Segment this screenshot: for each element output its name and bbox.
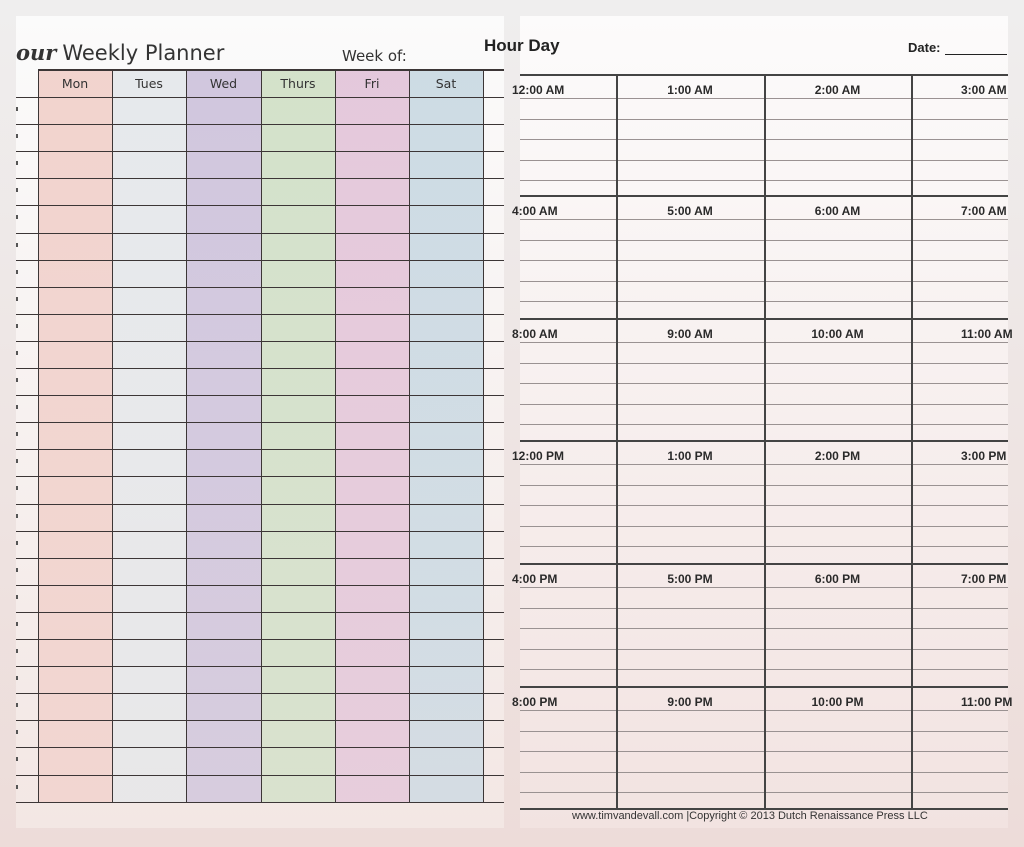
day-header-thurs: Thurs (280, 75, 316, 91)
hour-day-title-text: Hour Day (484, 36, 560, 55)
time-column-mark (16, 785, 18, 789)
grid-row-line (16, 178, 504, 179)
grid-row-line (16, 260, 504, 261)
grid-column-line (186, 69, 187, 802)
hour-label: 9:00 AM (667, 327, 713, 341)
grid-column-line (335, 69, 336, 802)
time-column-mark (16, 161, 18, 165)
grid-column-line (112, 69, 113, 802)
grid-row-line (16, 422, 504, 423)
time-column-mark (16, 215, 18, 219)
hour-label: 7:00 PM (961, 572, 1007, 586)
time-column-mark (16, 703, 18, 707)
day-header-fri: Fri (364, 75, 380, 91)
hour-label: 3:00 AM (961, 83, 1007, 97)
hour-label: 12:00 AM (512, 83, 565, 97)
time-column-mark (16, 324, 18, 328)
grid-row-line (16, 368, 504, 369)
time-column-mark (16, 595, 18, 599)
time-column-mark (16, 622, 18, 626)
grid-row-line (16, 775, 504, 776)
hour-label: 2:00 AM (814, 83, 861, 97)
time-column-mark (16, 568, 18, 572)
hour-label: 7:00 AM (961, 204, 1007, 218)
hour-column-line (911, 74, 913, 810)
day-header-tues: Tues (135, 75, 163, 91)
grid-row-line (16, 585, 504, 586)
time-column-mark (16, 351, 18, 355)
time-column-mark (16, 405, 18, 409)
time-column-mark (16, 243, 18, 247)
grid-column-line (38, 69, 39, 802)
time-column-mark (16, 297, 18, 301)
time-column-mark (16, 270, 18, 274)
grid-column-line (483, 69, 484, 802)
time-column-mark (16, 378, 18, 382)
grid-row-line (16, 802, 504, 803)
grid-row-line (16, 97, 504, 98)
hour-label: 12:00 PM (512, 449, 565, 463)
grid-row-line (16, 720, 504, 721)
hour-day-sheet (484, 16, 1013, 828)
hour-label: 4:00 AM (512, 204, 558, 218)
grid-row-line (16, 449, 504, 450)
grid-row-line (16, 612, 504, 613)
hour-label: 1:00 PM (667, 449, 713, 463)
title-text: Weekly Planner (62, 41, 225, 65)
grid-row-line (16, 287, 504, 288)
time-column-mark (16, 649, 18, 653)
time-column-mark (16, 432, 18, 436)
date-field[interactable] (908, 40, 1007, 55)
weekly-planner-sheet (16, 16, 504, 828)
hour-label: 1:00 AM (667, 83, 713, 97)
grid-row-line (16, 341, 504, 342)
hour-label: 2:00 PM (814, 449, 861, 463)
hour-label: 3:00 PM (961, 449, 1007, 463)
grid-row-line (16, 314, 504, 315)
grid-row-line (16, 693, 504, 694)
day-header-mon: Mon (61, 75, 89, 91)
hour-label: 11:00 PM (961, 695, 1013, 709)
grid-row-line (16, 395, 504, 396)
day-header-sat: Sat (435, 75, 457, 91)
grid-row-line (16, 747, 504, 748)
hour-label: 10:00 PM (811, 695, 864, 709)
hour-label: 4:00 PM (512, 572, 558, 586)
time-column-mark (16, 486, 18, 490)
hour-column-line (616, 74, 618, 810)
week-of-label: Week of: (342, 47, 407, 65)
hour-label: 5:00 AM (667, 204, 713, 218)
date-blank-line[interactable] (945, 42, 1007, 55)
grid-row-line (16, 124, 504, 125)
title-script-fragment: our (16, 40, 57, 65)
grid-row-line (16, 151, 504, 152)
grid-row-line (16, 558, 504, 559)
time-column-mark (16, 134, 18, 138)
time-column-mark (16, 541, 18, 545)
time-column-mark (16, 676, 18, 680)
hour-label: 8:00 PM (512, 695, 558, 709)
date-label: Date: (908, 40, 941, 55)
grid-row-line (16, 639, 504, 640)
grid-row-line (16, 233, 504, 234)
time-column-mark (16, 459, 18, 463)
grid-column-line (261, 69, 262, 802)
grid-row-line (38, 69, 504, 71)
grid-column-line (409, 69, 410, 802)
day-header-wed: Wed (209, 75, 238, 91)
hour-label: 6:00 PM (814, 572, 861, 586)
time-column-mark (16, 730, 18, 734)
grid-row-line (16, 504, 504, 505)
grid-row-line (16, 531, 504, 532)
hour-day-title (484, 36, 560, 56)
time-column-mark (16, 107, 18, 111)
hour-column-line (764, 74, 766, 810)
copyright-footer: www.timvandevall.com |Copyright © 2013 Dutch Renaissance Press LLC (572, 810, 928, 822)
hour-label: 5:00 PM (667, 572, 713, 586)
grid-row-line (16, 205, 504, 206)
hour-label: 11:00 AM (961, 327, 1013, 341)
grid-row-line (16, 476, 504, 477)
hour-label: 8:00 AM (512, 327, 558, 341)
grid-row-line (16, 666, 504, 667)
time-column-mark (16, 514, 18, 518)
hour-label: 9:00 PM (667, 695, 713, 709)
hour-label: 10:00 AM (811, 327, 864, 341)
weekly-planner-title (16, 40, 224, 65)
time-column-mark (16, 757, 18, 761)
hour-label: 6:00 AM (814, 204, 861, 218)
time-column-mark (16, 188, 18, 192)
